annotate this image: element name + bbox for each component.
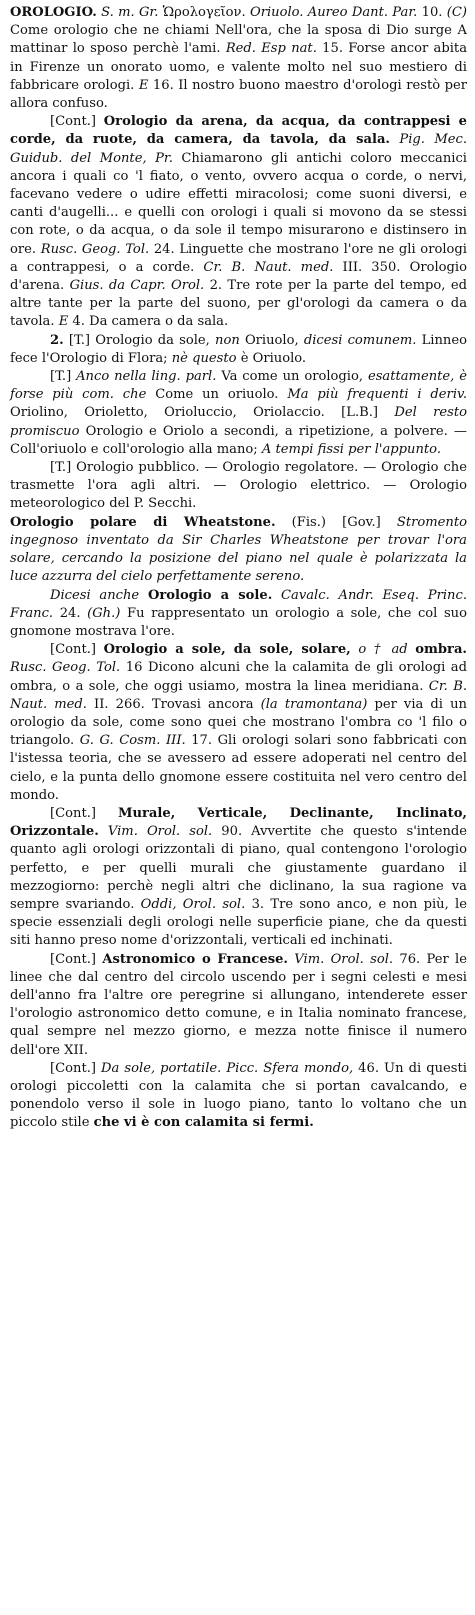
text: Come un oriuolo. [155,387,279,403]
citation: Cavalc. Andr. Eseq. Princ. Franc. [10,587,467,621]
section-tag: [Cont.] [50,805,96,821]
sense-2 [10,332,467,368]
headword: OROLOGIO. [10,5,97,20]
section-tag: (Fis.) [Gov.] [291,514,381,530]
text: è Oriuolo. [240,350,307,366]
section-orologio-da-arena [10,113,467,331]
text: 17. Gli orologi solari sono fabbricati con l'istessa teoria, che se avessero ad essere adoperati nel centro del cielo, e la punta dello gnomone essere costituita nel vero centro del mondo. [10,733,467,803]
citation: Cr. B. Naut. med. [203,259,334,275]
citation: Red. Esp nat. [225,41,317,57]
section-heading: ombra. [415,642,467,658]
variant-citation: Oriuolo. Aureo Dant. Par. [249,5,418,20]
section-tag: [T.] [50,369,72,385]
section-tag: [L.B.] [341,405,378,421]
italic-text: esattamente, è forse più com. che [10,369,467,403]
quotation: Chiamarono gli antichi coloro meccanici ancora i quali co 'l fiato, o vento, ovvero acqua o corde, o nervi, facevano vedere o udire effetti miracolosi; come suoni diversi, e canti d'augelli... e quelli con orologi i quali si movono da se stessi con rote, o da acqua, o da sole il tempo misurarono e distinsero in ore. [10,150,467,257]
italic-text: Del resto promiscuo [10,405,467,439]
greek-etymon: Ὡρολογεῖον. [162,5,246,20]
citation: E [58,314,69,330]
citation: Pig. Mec. Guidub. del Monte, Pr. [10,132,467,166]
section-tag: [T.] [50,460,72,476]
citation: Vim. Orol. sol. [107,824,213,840]
text: 90. Avvertite che questo s'intende quanto agli orologi orizzontali di piano, qual contengono l'orologio perfetto, e per quelli murali che giustamente guardano il mezzogiorno: perchè negli altri che diclinano, la sua ragione va sempre svariando. [10,824,468,912]
section-heading: Orologio polare di Wheatstone. [10,514,276,530]
section-heading: Orologio a sole. [147,587,273,603]
quotation: III. 350. Orologio d'arena. [10,259,467,294]
text: Va come un orologio, [221,369,364,385]
section-da-sole-portatile [10,1060,467,1133]
italic-text: Stromento ingegnoso inventato da Sir Charles Wheatstone per trovar l'ora solare, cercando la posizione del piano nel quale è polarizzata la luce azzurra del cielo perfettamente sereno. [10,514,467,585]
section-tag: [Cont.] [50,951,96,967]
citation: (Gh.) [87,605,121,621]
italic-text: Dicesi anche [50,587,140,603]
quotation: 15. Forse ancor abita in Firenze un onorato uomo, e valente molto nel suo mestiero di fabbricare orologi. [10,41,467,93]
section-tag: [Cont.] [50,1060,96,1076]
italic-text: Da sole, portatile. [101,1060,222,1076]
text: 16 Dicono alcuni che la calamita de gli orologi ad ombra, o a sole, che oggi usiamo, mostra la linea meridiana. [10,660,467,694]
quotation: 16. Il nostro buono maestro d'orologi restò per allora confuso. [10,77,467,112]
part-of-speech: S. m. Gr. [101,5,159,20]
section-orologio-pubblico [10,459,467,514]
citation: E [138,77,149,93]
section-tag: [Cont.] [50,114,96,130]
text: 76. Per le linee che dal centro del circolo uscendo per i segni celesti e mesi dell'anno fra l'altre ore peregrine si allungano, intenderete esser l'orologio astronomico detto comune, e in Italia nominato francese, qual sempre nel mezzo giorno, e mezza notte finisce il numero dell'ore XII. [10,951,467,1058]
citation: Oddi, Orol. sol. [140,896,246,912]
section-orologio-a-sole-alias [10,587,467,642]
citation: Picc. Sfera mondo, [226,1060,354,1076]
citation: Cr. B. Naut. med. [10,678,467,712]
section-heading: Murale, Verticale, Declinante, Inclinato, Orizzontale. [10,805,467,840]
citation: G. G. Cosm. III. [79,733,186,749]
italic-text: dicesi comunem. [303,332,417,348]
section-tag: [T.] [68,332,91,348]
text: per via di un orologio da sole, come sono quei che mostrano l'ombra co 'l filo o triangolo. [10,696,467,749]
text: Oriuolo, [244,332,299,348]
section-heading: Orologio da arena, da acqua, da contrappesi e corde, da ruote, da camera, da tavola, da sala. [10,114,467,148]
text: Oriolino, Oriolettо, Orioluccio, Oriolaccio. [10,405,325,421]
section-lingua-parlata [10,368,467,459]
citation: Rusc. Geog. Tol. [10,660,121,676]
sense-number: 2. [50,332,64,348]
text: II. 266. Trovasi ancora [94,696,254,712]
text: Linneo fece l'Orologio di Flora; [10,332,467,366]
citation: Rusc. Geog. Tol. [40,241,150,257]
text: 46. Un di questi orologi piccoletti con la calamita che si portan cavalcando, e ponendolo verso il sole in luogo piano, tanto lo voltano che un piccolo stile [10,1060,467,1131]
text: Orologio pubblico. — Orologio regolatore. — Orologio che trasmette l'ora agli altri. — Orologio elettrico. — Orologio meteorologico del P. Secchi. [10,460,467,512]
italic-text: non [215,332,240,348]
italic-text: Anco nella ling. parl. [76,369,217,385]
italic-text: (la tramontana) [260,696,368,712]
text: 3. Tre sono anco, e non più, le specie essenziali degli orologi nelle superficie piane, che da questi siti hanno preso nome d'orizzontali, verticali ed inchinati. [10,896,467,949]
italic-text: A tempi fissi per l'appunto. [261,441,441,457]
quotation: 24. Linguette che mostrano l'ore ne gli orologi a contrappesi, o a corde. [10,241,467,275]
section-orologio-a-sole [10,641,467,805]
section-orologio-polare [10,514,467,587]
italic-text: nè questo [171,350,237,366]
text: Orologio e Oriolo a secondi, a ripetizione, a polvere. — Coll'oriuolo e coll'orologio alla mano; [10,423,467,457]
text: Orologio da sole, [95,332,210,348]
quotation: 2. Tre rote per la parte del tempo, ed altre tante per la parte del suono, per gl'orologi da camera o da tavola. [10,278,467,330]
italic-text: o † ad [358,642,408,658]
quotation: Come orologio che ne chiami Nell'ora, che la sposa di Dio surge A mattinar lo sposo perchè l'ami. [10,23,467,57]
section-heading: Astronomico o Francese. [102,951,288,967]
quotation: 4. Da camera o da sala. [72,314,229,330]
entry-headword-paragraph [10,4,467,113]
italic-text: Ma più frequenti i deriv. [287,387,468,403]
source-tag: (C) [446,5,468,20]
bold-text: che vi è con calamita si fermi. [93,1115,314,1131]
text: Fu rappresentato un orologio a sole, che col suo gnomone mostrava l'ore. [10,605,467,639]
section-astronomico [10,951,467,1060]
citation-number: 10. [421,5,443,20]
text: 24. [59,605,81,621]
section-murale [10,805,467,951]
section-tag: [Cont.] [50,642,96,658]
citation: Vim. Orol. sol. [294,951,394,967]
citation: Gius. da Capr. Orol. [69,278,205,294]
section-heading: Orologio a sole, da sole, solare, [103,642,351,658]
